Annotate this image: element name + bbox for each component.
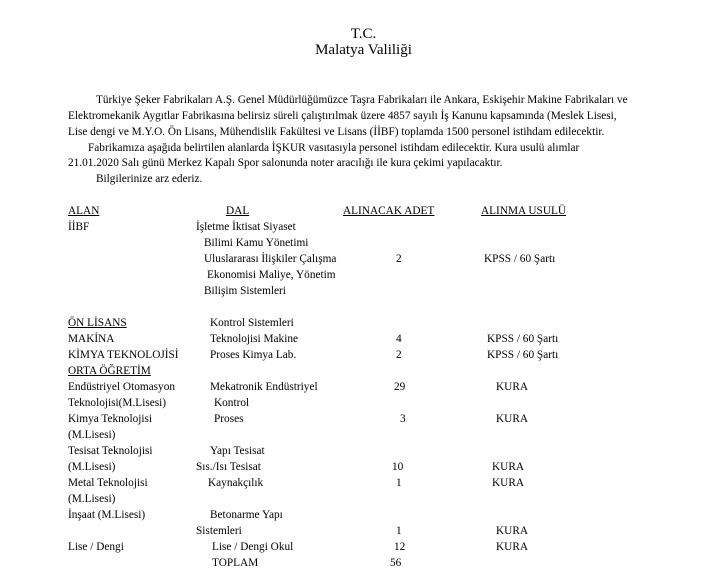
row-metal-alan-1: Metal Teknolojisi <box>68 477 148 489</box>
row-makina-dal-1: Kontrol Sistemleri <box>210 317 294 329</box>
row-insaat-usul: KURA <box>496 525 529 537</box>
row-metal-adet: 1 <box>396 477 402 489</box>
row-otomasyon-alan-1: Endüstriyel Otomasyon <box>68 381 175 393</box>
paragraph-1-line-2: Elektromekanik Aygıtlar Fabrikasına belirsiz süreli çalıştırılmak üzere 4857 sayılı İş Kanunu kapsamında (Meslek Lisesi, <box>68 110 617 122</box>
row-iibf-dal-5: Bilişim Sistemleri <box>204 285 286 297</box>
row-makina-adet: 4 <box>396 333 402 345</box>
row-insaat-dal-1: Betonarme Yapı <box>210 509 283 521</box>
row-insaat-dal-2: Sistemleri <box>196 525 242 537</box>
row-kimya-adet: 2 <box>396 349 402 361</box>
row-kimyatek-usul: KURA <box>496 413 529 425</box>
row-metal-usul: KURA <box>492 477 525 489</box>
paragraph-2-line-1: Fabrikamıza aşağıda belirtilen alanlarda İŞKUR vasıtasıyla personel istihdam edilecektir. Kura usulü alımlar <box>88 142 580 154</box>
row-iibf-adet: 2 <box>396 253 402 265</box>
paragraph-2-line-2: 21.01.2020 Salı günü Merkez Kapalı Spor salonunda noter aracılığı ile kura çekimi yapılacaktır. <box>68 157 503 169</box>
doc-header-tc: T.C. <box>350 26 377 42</box>
row-iibf-dal-4: Ekonomisi Maliye, Yönetim <box>207 269 336 281</box>
column-header-usul: ALINMA USULÜ <box>481 205 567 217</box>
total-label: TOPLAM <box>212 557 259 569</box>
row-tesisat-dal-2: Sıs./Isı Tesisat <box>196 461 261 473</box>
row-iibf-dal-2: Bilimi Kamu Yönetimi <box>204 237 309 249</box>
row-insaat-alan: İnşaat (M.Lisesi) <box>68 509 146 521</box>
closing-line: Bilgilerinize arz ederiz. <box>96 173 203 185</box>
paragraph-1-line-1: Türkiye Şeker Fabrikaları A.Ş. Genel Müdürlüğümüzce Taşra Fabrikaları ile Ankara, Eskişehir Makine Fabrikaları ve <box>96 94 628 106</box>
column-header-alan: ALAN <box>68 205 100 217</box>
row-otomasyon-usul: KURA <box>496 381 529 393</box>
column-header-adet: ALINACAK ADET <box>343 205 435 217</box>
row-iibf-alan: İİBF <box>68 221 90 233</box>
row-kimya-usul: KPSS / 60 Şartı <box>487 349 559 361</box>
row-lise-adet: 12 <box>394 541 406 553</box>
row-metal-alan-2: (M.Lisesi) <box>68 493 116 505</box>
row-iibf-usul: KPSS / 60 Şartı <box>484 253 556 265</box>
row-otomasyon-dal-1: Mekatronik Endüstriyel <box>210 381 318 393</box>
row-tesisat-alan-1: Tesisat Teknolojisi <box>68 445 153 457</box>
row-tesisat-adet: 10 <box>392 461 404 473</box>
row-lise-dal: Lise / Dengi Okul <box>212 541 294 553</box>
row-tesisat-usul: KURA <box>492 461 525 473</box>
section-title-onlisans: ÖN LİSANS <box>68 317 127 329</box>
row-kimyatek-alan-2: (M.Lisesi) <box>68 429 116 441</box>
row-tesisat-alan-2: (M.Lisesi) <box>68 461 116 473</box>
row-insaat-adet: 1 <box>396 525 402 537</box>
row-lise-usul: KURA <box>496 541 529 553</box>
row-lise-alan: Lise / Dengi <box>68 541 124 553</box>
row-kimya-alan: KİMYA TEKNOLOJİSİ <box>68 349 179 361</box>
row-kimyatek-alan-1: Kimya Teknolojisi <box>68 413 153 425</box>
row-otomasyon-alan-2: Teknolojisi(M.Lisesi) <box>68 397 167 409</box>
row-kimyatek-adet: 3 <box>400 413 406 425</box>
row-tesisat-dal-1: Yapı Tesisat <box>210 445 265 457</box>
row-makina-alan: MAKİNA <box>68 333 115 345</box>
row-kimya-dal: Proses Kimya Lab. <box>210 349 297 361</box>
row-otomasyon-adet: 29 <box>394 381 406 393</box>
total-value: 56 <box>390 557 402 569</box>
doc-header-governorship: Malatya Valiliği <box>315 42 412 58</box>
row-otomasyon-dal-2: Kontrol <box>214 397 250 409</box>
row-makina-usul: KPSS / 60 Şartı <box>487 333 559 345</box>
row-metal-dal: Kaynakçılık <box>208 477 264 489</box>
row-makina-dal-2: Teknolojisi Makine <box>210 333 299 345</box>
paragraph-1-line-3: Lise dengi ve M.Y.O. Ön Lisans, Mühendislik Fakültesi ve Lisans (İİBF) toplamda 1500 personel istihdam edilecektir. <box>68 126 605 138</box>
row-kimyatek-dal: Proses <box>214 413 244 425</box>
column-header-dal: DAL <box>226 205 250 217</box>
row-iibf-dal-3: Uluslararası İlişkiler Çalışma <box>204 253 337 265</box>
section-title-ortaogretim: ORTA ÖĞRETİM <box>68 365 151 377</box>
row-iibf-dal-1: İşletme İktisat Siyaset <box>196 221 296 233</box>
